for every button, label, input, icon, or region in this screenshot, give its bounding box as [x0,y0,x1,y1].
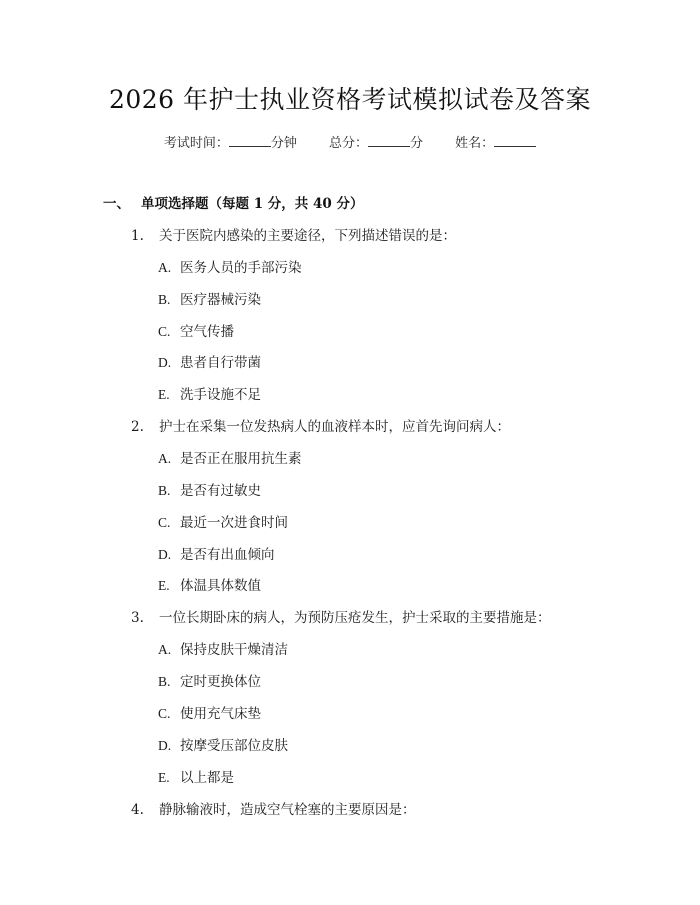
option-item [158,447,302,467]
option-text: 体温具体数值 [180,578,261,594]
option-letter: B. [158,674,171,689]
question-1 [131,224,456,244]
option-item [158,670,261,690]
question-4 [131,798,416,818]
option-letter: E. [158,387,170,402]
question-number: 4. [131,802,144,818]
question-text: 静脉输液时，造成空气栓塞的主要原因是： [159,802,416,818]
option-text: 定时更换体位 [180,674,261,690]
option-letter: A. [158,260,172,275]
option-text: 以上都是 [180,770,234,786]
option-letter: C. [158,515,171,530]
option-text: 使用充气床垫 [180,706,261,722]
section-title: 单项选择题（每题 1 分，共 40 分） [141,196,364,212]
option-text: 是否有出血倾向 [180,547,275,563]
exam-meta [0,132,700,151]
option-letter: B. [158,292,171,307]
option-letter: D. [158,355,172,370]
option-letter: C. [158,706,171,721]
question-2 [131,415,510,435]
option-letter: B. [158,483,171,498]
option-letter: D. [158,738,172,753]
exam-time-label: 考试时间： [163,136,229,151]
name-label: 姓名： [455,136,495,151]
option-item [158,320,234,340]
section-number: 一、 [103,196,130,212]
option-item [158,734,288,754]
option-item [158,511,288,531]
question-number: 3. [131,610,144,626]
question-number: 2. [131,419,144,435]
question-number: 1. [131,228,144,244]
option-item [158,766,234,786]
option-letter: A. [158,642,172,657]
option-text: 按摩受压部位皮肤 [180,738,288,754]
option-text: 是否有过敏史 [180,483,261,499]
option-letter: C. [158,324,171,339]
question-text: 关于医院内感染的主要途径，下列描述错误的是： [159,228,456,244]
option-text: 患者自行带菌 [180,355,261,371]
option-item [158,638,288,658]
option-item [158,256,302,276]
question-text: 护士在采集一位发热病人的血液样本时，应首先询问病人： [159,419,510,435]
option-text: 空气传播 [180,324,234,340]
option-item [158,383,261,403]
option-item [158,702,261,722]
option-letter: A. [158,451,172,466]
question-text: 一位长期卧床的病人，为预防压疮发生，护士采取的主要措施是： [159,610,551,626]
exam-time-field [164,132,297,151]
option-item [158,574,261,594]
option-text: 是否正在服用抗生素 [180,451,302,467]
option-text: 洗手设施不足 [180,387,261,403]
option-item [158,351,261,371]
total-score-blank [368,134,410,147]
question-3 [131,606,551,626]
option-item [158,288,261,308]
option-letter: E. [158,770,170,785]
section-heading [103,192,363,212]
total-score-field [329,132,423,151]
option-item [158,543,275,563]
option-item [158,479,261,499]
option-text: 最近一次进食时间 [180,515,288,531]
name-blank [494,134,536,147]
total-score-unit: 分 [410,136,424,151]
option-text: 保持皮肤干燥清洁 [180,642,288,658]
option-letter: D. [158,547,172,562]
option-text: 医务人员的手部污染 [180,260,302,276]
option-text: 医疗器械污染 [180,292,261,308]
total-score-label: 总分： [328,136,368,151]
exam-time-blank [229,134,271,147]
page-title: 2026 年护士执业资格考试模拟试卷及答案 [108,85,592,114]
option-letter: E. [158,578,170,593]
exam-time-unit: 分钟 [270,136,297,151]
name-field [455,132,536,151]
